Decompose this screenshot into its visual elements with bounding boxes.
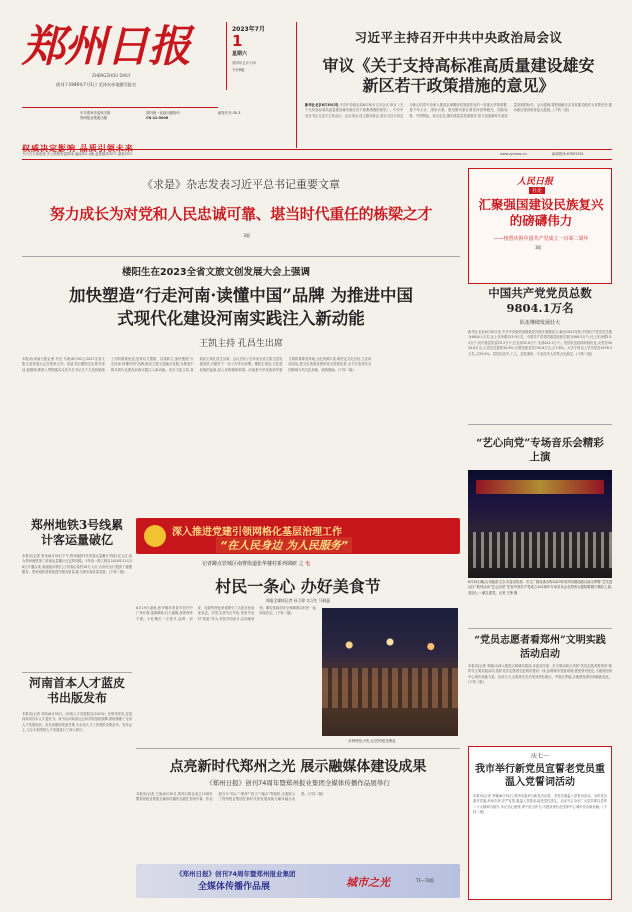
feature-text: 6月19日凌晨,张华楼村美食节在村中广场开幕,夜幕降临,灯火通明,游客络绎不绝。小吃摊位一字排开,烧烤、凉皮、烩面等特色美食吸引了大批市民前来品尝。村党支部书记介绍,美食节由村“两委”牵头,村民共同参与,从场地规划、摊位招商到安全保障都由村民一起商量决定。(下转二版): [136, 606, 316, 621]
feature-banner-sub: “在人民身边 为人民服务”: [216, 537, 352, 553]
rmrb-logo: 人民日报: [517, 177, 554, 187]
cpc-text: 新华社北京6月30日电 中共中央组织部最新党内统计数据显示,截至2022年底,中国共产党党员总数为9804.1万名,比上年净增133.9万名。中国共产党党的基层组织总数为506.5万个,比上年净增13.4万个,其中基层党委29.3万个,总支部32.0万个,支部445.2万个。党员队伍结构持续优化,女党员3020.6万名,占党员总数的30.8%;少数民族党员745.8万名,占7.6%。大学专科以上学历党员5476.3万名,占55.9%。党员队伍中,工人、农牧渔民、专业技术人员等占比稳定。(下转二版): [468, 330, 612, 356]
website[interactable]: www.zynews.cn: [500, 152, 527, 156]
culture-kicker: 楼阳生在2023全省文旅文创发展大会上强调: [122, 267, 310, 278]
media-banner-title: 《郑州日报》创刊74周年暨郑州报业集团: [176, 870, 296, 878]
weather: 今天白天到夜里 多云转阴有雷阵雨 偏南风3-4级 温度最高35℃ 最低25℃: [22, 152, 133, 156]
bluebook-text: 本报讯(记者 刘伟)6月30日,《河南人才发展报告(2023)》在郑州发布,这是河南省首本人才蓝皮书。该书由河南省社会科学院组织编撰,系统梳理了全省人才发展现状、存在问题和发展对策,为全省人才工作提供决策参考。发布会上,与会专家围绕人才发展进行了深入研讨。: [22, 712, 132, 733]
qiushi-headline[interactable]: 努力成长为对党和人民忠诚可靠、堪当时代重任的栋梁之才: [49, 205, 433, 223]
metro-text: 本报讯(记者 张伟)6月30日下午,郑州地铁3号线客运量累计突破1亿人次,成为郑州地铁第三条客运量累计过亿的线路。3号线一期工程自2020年12月26日开通以来,客流稳步增长,日均客运量约18万人次,为市民出行提供了便捷服务。郑州地铁将持续提升服务质量,助力城市高质量发展。(下转二版): [22, 554, 132, 575]
pinyin-name: ZHENGZHOU DAILY: [92, 73, 131, 78]
rmrb-sub: ——热烈庆祝中国共产党成立一百零二周年: [493, 236, 589, 242]
rmrb-tag: 社论: [529, 187, 545, 194]
top-story-headline[interactable]: 审议《关于支持高标准高质量建设雄安新区若干政策措施的意见》: [322, 56, 595, 95]
culture-headline[interactable]: 加快塑造“行走河南·读懂中国”品牌 为推进中国式现代化建设河南实践注入新动能: [69, 286, 413, 328]
qiushi-kicker: 《求是》杂志发表习近平总书记重要文章: [142, 178, 340, 191]
feature-banner-title: 深入推进党建引领网格化基层治理工作: [172, 527, 342, 538]
newspaper-logo: 郑州日报: [22, 22, 190, 72]
metro-headline[interactable]: 郑州地铁3号线累计客运量破亿: [30, 518, 124, 547]
series-number: 七: [305, 561, 311, 567]
media-banner: [136, 864, 460, 898]
issue-day: 1: [232, 32, 243, 50]
media-banner-logo: 城市之光: [346, 876, 390, 889]
founded-note: 创刊于1949年7月1日 毛泽东亲笔题写报名: [56, 82, 137, 87]
serial-label: 国内统一连续出版物号: [146, 111, 180, 115]
cpc-headline[interactable]: 中国共产党党员总数9804.1万名: [488, 286, 592, 315]
cn-number: CN 41-0008: [146, 116, 169, 120]
series-name: 记者蹲点管城区南曹街道张华楼村系列调研 之: [202, 561, 304, 567]
postal-code: 邮发代号:35-3: [218, 111, 241, 115]
org-publisher: 郑州报业集团出版: [80, 116, 108, 120]
yixin-photo: [468, 470, 612, 578]
media-sub: 《郑州日报》创刊74周年暨郑州报业集团全媒体传播作品展举行: [206, 779, 390, 787]
qiushi-page: 3版: [243, 233, 250, 238]
media-banner-page: T1—T4版: [416, 878, 434, 883]
feature-byline: 郑报全媒体记者 孙卫琼 实习生 马晓蕊: [265, 598, 331, 603]
party-text: 本报讯(记者 李娜)6月30日,郑州市委举行新党员宣誓、老党员重温入党誓词活动。全体党员面对党旗,高举右拳,庄严宣誓,重温入党誓词,接受党性洗礼。活动号召全市广大党员要以党的二十大精神为指引,牢记初心使命,勇于担当作为,为建设现代化国家中心城市作出新贡献。(下转二版): [473, 794, 607, 815]
feature-photo-caption: 各种特色小吃,让居民眼花缭乱: [348, 739, 396, 743]
issue-pages: 今日8版: [232, 68, 245, 72]
media-text: 本报讯(记者 王战)6月30日,郑州日报社成立74周年暨郑州报业集团全媒体传播作品展在郑州开幕。作品展分为“初心”“使命”“担当”“融合”等板块,全面展示了郑州报业集团在新时代的发展成就与媒体融合成果。(下转二版): [136, 792, 324, 802]
media-headline[interactable]: 点亮新时代郑州之光 展示融媒体建设成果: [169, 759, 427, 775]
bluebook-headline[interactable]: 河南首本人才蓝皮书出版发布: [28, 676, 125, 705]
top-story-byline: 新华社北京6月30日电: [305, 103, 339, 107]
rmrb-headline[interactable]: 汇聚强国建设民族复兴的磅礴伟力: [478, 197, 604, 228]
top-story-kicker: 习近平主持召开中共中央政治局会议: [354, 30, 563, 45]
party-kicker: 庆七一: [530, 753, 549, 760]
issue-lunar: 癸卯年五月十四: [232, 61, 256, 65]
top-story-text: [305, 103, 612, 133]
org-party: 中共郑州市委机关报: [80, 111, 111, 115]
hotline: 新闻热线:67655551: [552, 152, 584, 156]
cpc-sub: 队伍继续发展壮大: [519, 320, 560, 326]
top-story-body: 中共中央政治局6月30日召开会议,审议《关于支持高标准高质量建设雄安新区若干政策措施的意见》。中共中央总书记习近平主持会议。会议指出,设立雄安新区,是以习近平同志为核心的党中央深入推进京津冀协同发展作出的一项重大决策部署,是千年大计、国家大事。建设雄安新区要坚持世界眼光、国际标准、中国特色、高点定位,紧扣高质量发展要求,努力创造新时代高质量发展的标杆。会议强调,要把疏解北京非首都功能作为首要任务,推动新区建设取得更大进展。(下转二版): [305, 103, 612, 118]
feature-photo: [322, 608, 458, 736]
volunteer-text: 本报讯(记者 李娜)为深入推进文明城市建设,市委宣传部、市文明办联合开展“党员志愿者看郑州”新时代文明实践活动,组织党员志愿者走进城市建设一线,参观城市发展成就,感受郑州变化,为建设国家中心城市贡献力量。活动当天,志愿者们先后来到郑东新区、中原区等地,实地感受城市面貌新变化。(下转二版): [468, 664, 612, 685]
rmrb-page: 3版: [535, 245, 542, 250]
media-banner-sub: 全媒体传播作品展: [198, 882, 271, 892]
yixin-caption: 6月30日晚,由市政府主办,市委宣传部、市文广旅局承办的2023年郑州市精品剧目演出季暨“艺术进社区”系列活动“艺心向党”庆祝中国共产党成立102周年专场音乐会在郑州大剧院歌剧厅精彩上演,喜迎七一,献礼建党。记者 王锋 摄: [468, 580, 612, 595]
volunteer-headline[interactable]: “党员志愿者看郑州”文明实践活动启动: [474, 635, 606, 660]
issue-year-month: 2023年7月: [232, 26, 265, 33]
feature-banner: [136, 518, 460, 554]
yixin-headline[interactable]: “艺心向党”专场音乐会精彩上演: [476, 437, 604, 463]
culture-text: 本报讯(河南日报记者 冯芸 马涛)6月30日,2023全省文旅文创发展大会在郑州召开。省委书记楼阳生出席并讲话,他强调,要深入贯彻落实习近平总书记关于文化和旅游工作的重要论述,坚持以文塑旅、以旅彰文,加快塑造“行走河南·读懂中国”品牌,推动文旅文创融合发展,为推进中国式现代化建设河南实践注入新动能。省长王凯主持,省政协主席孔昌生出席。会议总结了近年来全省文旅文创发展成效,对做好下一步工作作出部署。楼阳生指出,文化是民族的血脉,是人民的精神家园。河南是中华民族和华夏文明的重要发祥地,文化资源丰富,要坚定文化自信,立足河南实际,把文化资源优势转化为发展优势,全力打造具有全国影响力的文化高地、旅游胜地。(下转二版): [22, 357, 372, 372]
party-emblem-icon: [144, 525, 166, 547]
party-headline[interactable]: 我市举行新党员宣誓老党员重温入党誓词活动: [475, 764, 605, 788]
culture-sub: 王凯主持 孔昌生出席: [199, 339, 283, 349]
feature-headline[interactable]: 村民一条心 办好美食节: [215, 577, 381, 596]
issue-weekday: 星期六: [232, 51, 248, 57]
